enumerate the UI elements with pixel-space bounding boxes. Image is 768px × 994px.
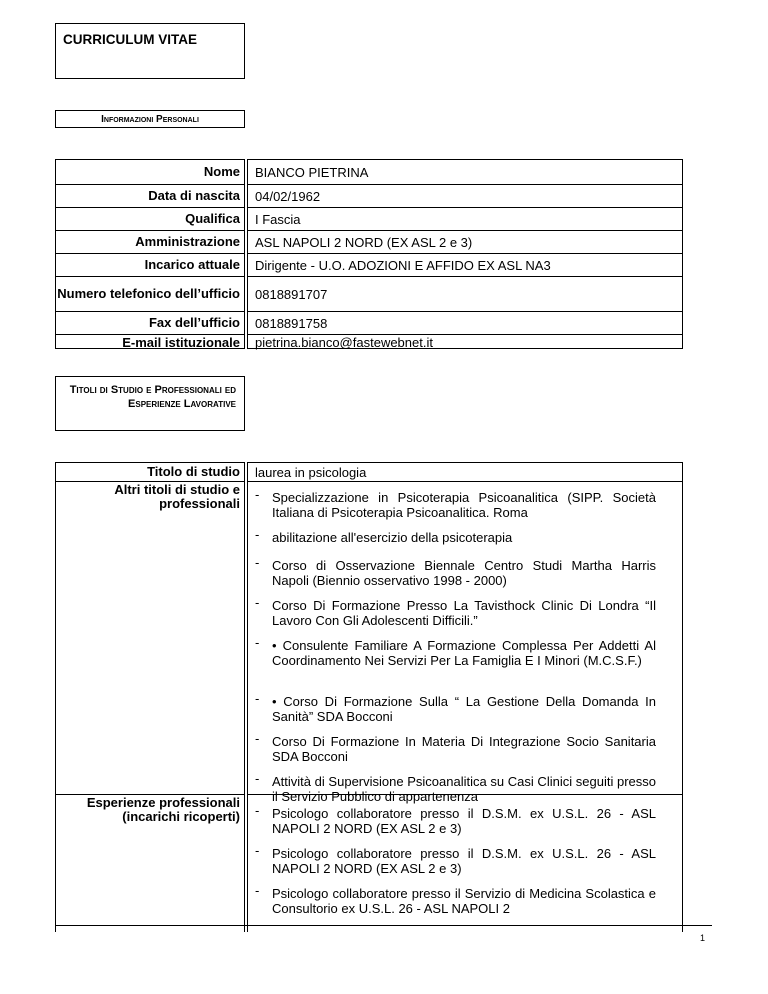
label-nome: Nome: [203, 164, 240, 179]
list-item: - Psicologo collaboratore presso il Servizio di Medicina Scolastica e Consultorio ex U.S.L. 26 - ASL NAPOLI 2: [255, 883, 656, 916]
section-header-personal-text: Informazioni Personali: [101, 114, 199, 125]
list-item: - Corso Di Formazione In Materia Di Integrazione Socio Sanitaria SDA Bocconi: [255, 731, 656, 764]
footer-divider: [55, 925, 712, 926]
label-telefono: Numero telefonico dell’ufficio: [56, 276, 244, 311]
label-email: E-mail istituzionale: [56, 334, 244, 350]
personal-labels-column: [55, 159, 245, 349]
label-qualifica: Qualifica: [56, 207, 244, 230]
altri-titoli-list: [248, 481, 682, 804]
label-data-nascita: Data di nascita: [56, 184, 244, 207]
value-nome: BIANCO PIETRINA: [255, 164, 369, 180]
cv-title: CURRICULUM VITAE: [55, 23, 245, 79]
list-item: - Specializzazione in Psicoterapia Psicoanalitica (SIPP. Società Italiana di Psicoterapia Psicoanalitica. Roma: [255, 487, 656, 520]
value-data-nascita: 04/02/1962: [248, 184, 682, 207]
value-email: pietrina.bianco@fastewebnet.it: [248, 334, 682, 350]
list-item: - Corso Di Formazione Presso La Tavisthock Clinic Di Londra “Il Lavoro Con Gli Adolescenti Difficili.”: [255, 595, 656, 628]
list-item: - • Corso Di Formazione Sulla “ La Gestione Della Domanda In Sanità” SDA Bocconi: [255, 691, 656, 724]
altri-titoli-cell: [56, 481, 244, 795]
section-header-studies: Titoli di Studio e Professionali ed Esperienze Lavorative: [55, 376, 245, 431]
value-qualifica: I Fascia: [248, 207, 682, 230]
list-item: - Corso di Osservazione Biennale Centro Studi Martha Harris Napoli (Biennio osservativo 1998 - 2000): [255, 555, 656, 588]
value-amministrazione: ASL NAPOLI 2 NORD (EX ASL 2 e 3): [248, 230, 682, 253]
list-item: - abilitazione all'esercizio della psicoterapia: [255, 527, 513, 545]
list-item: - Attività di Supervisione Psicoanalitica su Casi Clinici seguiti presso il Servizio Pubblico di appartenenza: [255, 771, 656, 804]
label-titolo-studio: Titolo di studio: [147, 464, 240, 479]
list-item: - Psicologo collaboratore presso il D.S.M. ex U.S.L. 26 - ASL NAPOLI 2 NORD (EX ASL 2 e 3): [255, 803, 656, 836]
personal-values-column: [247, 159, 683, 349]
value-telefono: 0818891707: [248, 276, 682, 311]
value-fax: 0818891758: [248, 311, 682, 334]
value-titolo-studio: laurea in psicologia: [255, 464, 367, 480]
value-incarico: Dirigente - U.O. ADOZIONI E AFFIDO EX ASL NA3: [248, 253, 682, 276]
studies-values-column: [247, 462, 683, 932]
label-fax: Fax dell’ufficio: [56, 311, 244, 334]
label-amministrazione: Amministrazione: [56, 230, 244, 253]
esperienze-list: [248, 794, 682, 935]
label-altri-titoli: Altri titoli di studio e professionali: [114, 482, 240, 511]
studies-labels-column: [55, 462, 245, 932]
label-incarico: Incarico attuale: [56, 253, 244, 276]
esperienze-cell: [56, 794, 244, 935]
section-header-personal: [55, 110, 245, 128]
page-number: 1: [700, 933, 706, 943]
label-esperienze: Esperienze professionali (incarichi ricoperti): [86, 795, 240, 824]
list-item: - • Consulente Familiare A Formazione Complessa Per Addetti Al Coordinamento Nei Servizi Per La Famiglia E I Minori (M.C.S.F.): [255, 635, 656, 668]
list-item: - Psicologo collaboratore presso il D.S.M. ex U.S.L. 26 - ASL NAPOLI 2 NORD (EX ASL 2 e 3): [255, 843, 656, 876]
